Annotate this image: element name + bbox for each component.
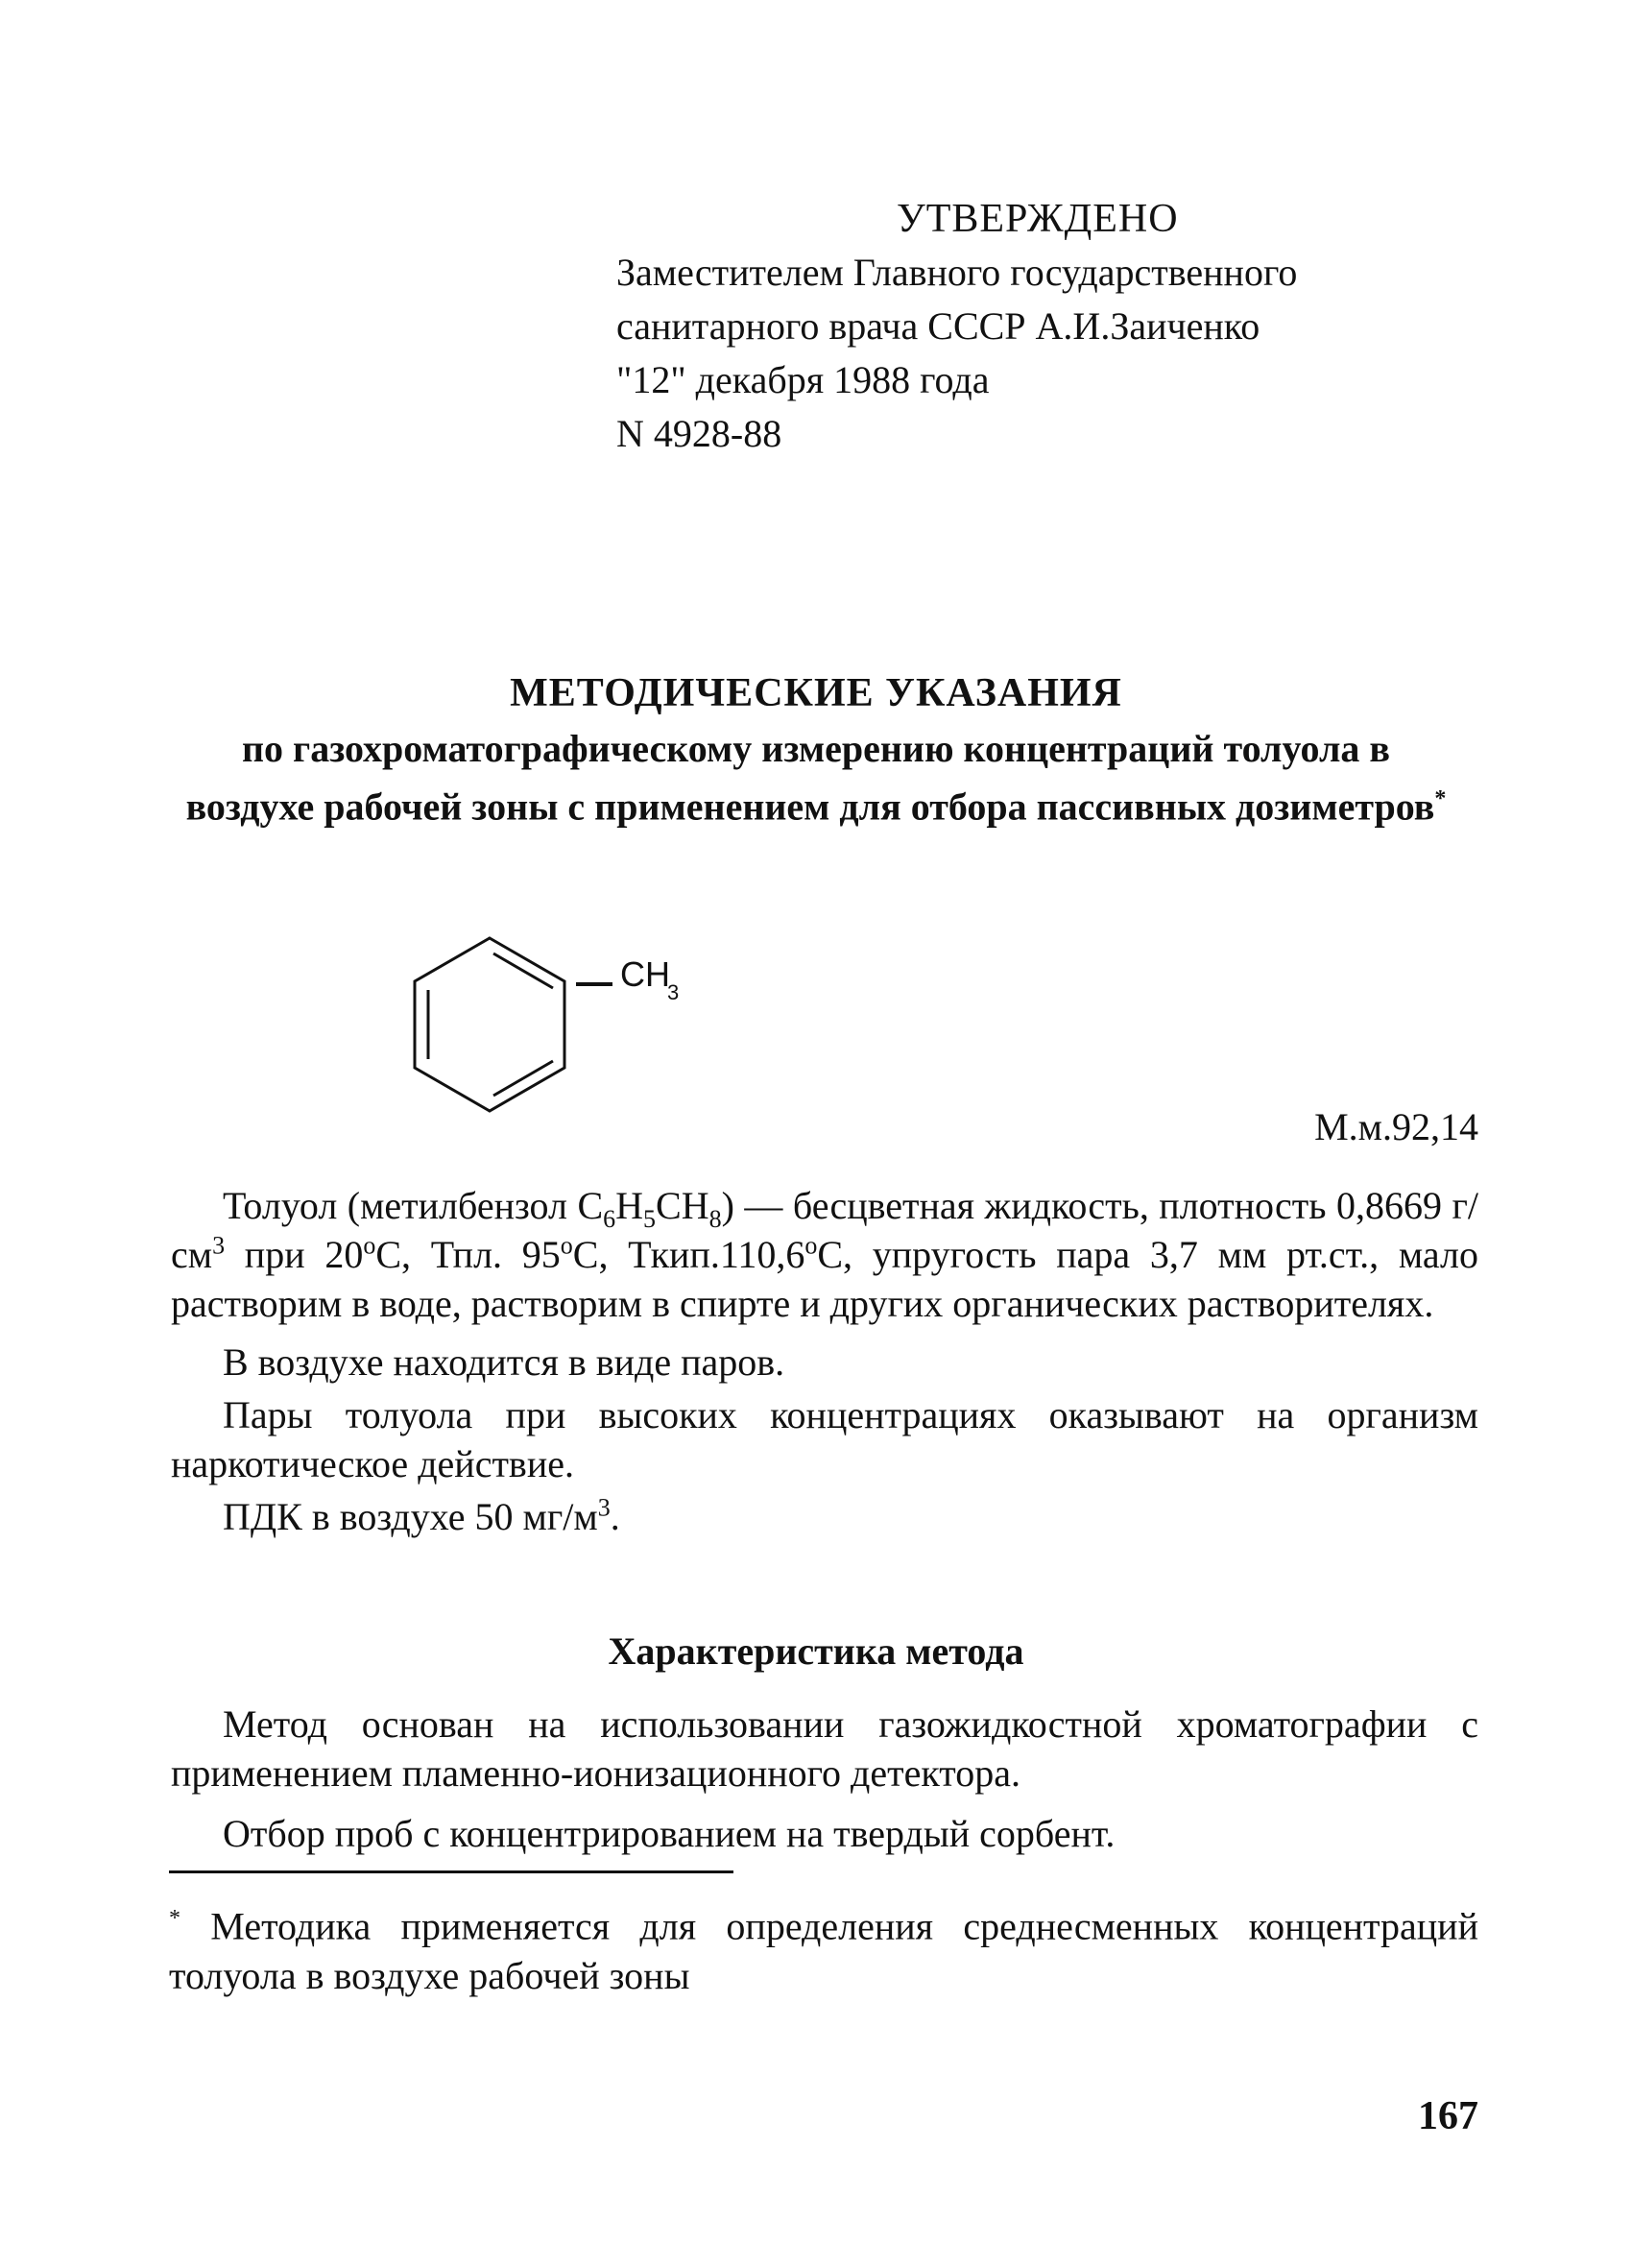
footnote-text: Методика применяется для определения среднесменных концентраций толуола в воздухе рабочей зоны	[169, 1904, 1478, 1998]
description-section	[171, 1181, 1478, 1545]
p1-sub-3: 8	[708, 1205, 722, 1233]
p1-sub-1: 6	[603, 1205, 616, 1233]
p1-text-6: С, Тпл. 95	[375, 1233, 561, 1276]
footnote	[169, 1894, 1478, 2001]
paragraph-properties	[171, 1181, 1478, 1328]
approval-line-2: санитарного врача СССР А.И.Заиченко	[616, 304, 1260, 348]
footnote-divider	[169, 1870, 733, 1873]
method-paragraph-2: Отбор проб с концентрированием на твердый сорбент.	[223, 1812, 1116, 1855]
page-number: 167	[1418, 2094, 1478, 2138]
p1-sup-1: 3	[212, 1231, 226, 1260]
mac-end: .	[610, 1495, 620, 1538]
p1-text-2: H	[615, 1184, 644, 1227]
molecular-mass: М.м.92,14	[1314, 1105, 1478, 1148]
benzene-ring-diagram	[413, 936, 739, 1138]
method-section	[171, 1700, 1478, 1870]
p1-text-1: Толуол (метилбензол C	[223, 1184, 604, 1227]
method-paragraph-1: Метод основан на использовании газожидкостной хроматографии с применением пламенно-ионизационного детектора.	[171, 1702, 1478, 1795]
subtitle-text: по газохроматографическому измерению концентраций толуола в воздухе рабочей зоны с применением для отбора пассивных дозиметров	[185, 727, 1435, 829]
methyl-label: CH	[620, 954, 670, 994]
mac-sup: 3	[597, 1493, 611, 1522]
p1-text-8: С, упругость пара 3,7 мм рт.ст., мало растворим в воде, растворим в спирте и других органических растворителях.	[171, 1233, 1478, 1325]
subtitle-footnote-mark: *	[1434, 786, 1447, 811]
paragraph-vapor: В воздухе находится в виде паров.	[223, 1340, 785, 1384]
section-heading: Характеристика метода	[608, 1629, 1024, 1673]
document-title	[173, 666, 1459, 832]
footnote-mark: *	[169, 1906, 180, 1931]
toluene-structure	[413, 936, 739, 1138]
paragraph-mac	[171, 1492, 1478, 1541]
main-title: МЕТОДИЧЕСКИЕ УКАЗАНИЯ	[510, 671, 1122, 715]
p1-sup-3: о	[560, 1231, 573, 1260]
subtitle	[173, 724, 1459, 832]
approval-line-4: N 4928-88	[616, 412, 782, 455]
p1-text-4: ) — бесцветная жидкость, плотность 0,8669 г/см	[171, 1184, 1478, 1276]
p1-sup-4: о	[804, 1231, 818, 1260]
methyl-subscript: 3	[667, 980, 680, 1004]
p1-text-5: при 20	[225, 1233, 364, 1276]
p1-sup-2: о	[363, 1231, 376, 1260]
approval-line-1: Заместителем Главного государственного	[616, 251, 1298, 294]
paragraph-effect: Пары толуола при высоких концентрациях оказывают на организм наркотическое действие.	[171, 1393, 1478, 1485]
approval-stamp: УТВЕРЖДЕНО	[897, 197, 1179, 241]
approval-block	[616, 192, 1480, 461]
p1-text-7: С, Ткип.110,6	[572, 1233, 805, 1276]
mac-text: ПДК в воздухе 50 мг/м	[223, 1495, 598, 1538]
benzene-ring	[415, 938, 564, 1111]
p1-text-3: CH	[656, 1184, 709, 1227]
approval-line-3: "12" декабря 1988 года	[616, 358, 990, 401]
p1-sub-2: 5	[643, 1205, 657, 1233]
